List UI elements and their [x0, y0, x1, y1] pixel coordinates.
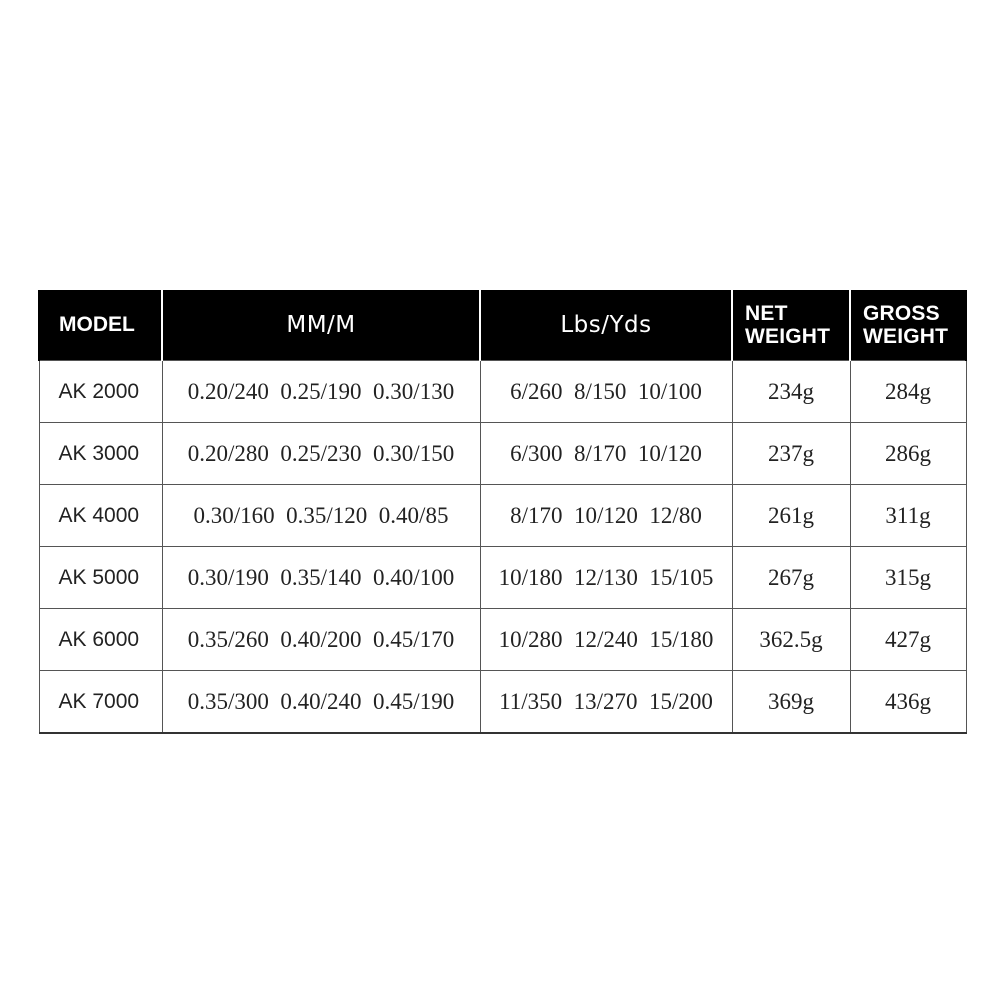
table-body	[39, 361, 966, 734]
cell-net-weight: 234g	[732, 361, 850, 423]
header-gross-weight	[850, 290, 966, 361]
cell-net-weight: 369g	[732, 671, 850, 734]
cell-mm-m: 0.20/240 0.25/190 0.30/130	[162, 361, 480, 423]
cell-net-weight: 237g	[732, 423, 850, 485]
header-gross-weight-line1: GROSS	[863, 302, 940, 325]
cell-mm-m: 0.35/300 0.40/240 0.45/190	[162, 671, 480, 734]
cell-net-weight: 261g	[732, 485, 850, 547]
cell-model: AK 7000	[39, 671, 162, 734]
cell-gross-weight: 427g	[850, 609, 966, 671]
table-row	[39, 671, 966, 734]
cell-lbs-yds: 10/180 12/130 15/105	[480, 547, 732, 609]
header-gross-weight-line2: WEIGHT	[863, 325, 949, 348]
cell-model: AK 5000	[39, 547, 162, 609]
cell-lbs-yds: 6/260 8/150 10/100	[480, 361, 732, 423]
table-row	[39, 547, 966, 609]
header-mm-m: MM/M	[162, 290, 480, 361]
cell-model: AK 2000	[39, 361, 162, 423]
header-row	[39, 290, 966, 361]
cell-lbs-yds: 8/170 10/120 12/80	[480, 485, 732, 547]
header-net-weight-line2: WEIGHT	[745, 325, 831, 348]
cell-net-weight: 362.5g	[732, 609, 850, 671]
table-row	[39, 423, 966, 485]
spec-table	[38, 290, 967, 734]
cell-gross-weight: 311g	[850, 485, 966, 547]
cell-lbs-yds: 10/280 12/240 15/180	[480, 609, 732, 671]
cell-mm-m: 0.20/280 0.25/230 0.30/150	[162, 423, 480, 485]
cell-mm-m: 0.30/160 0.35/120 0.40/85	[162, 485, 480, 547]
header-net-weight	[732, 290, 850, 361]
cell-model: AK 3000	[39, 423, 162, 485]
cell-mm-m: 0.30/190 0.35/140 0.40/100	[162, 547, 480, 609]
cell-gross-weight: 284g	[850, 361, 966, 423]
header-net-weight-line1: NET	[745, 302, 788, 325]
header-lbs-yds: Lbs/Yds	[480, 290, 732, 361]
cell-gross-weight: 315g	[850, 547, 966, 609]
table-row	[39, 609, 966, 671]
cell-model: AK 6000	[39, 609, 162, 671]
cell-gross-weight: 436g	[850, 671, 966, 734]
cell-gross-weight: 286g	[850, 423, 966, 485]
table-row	[39, 485, 966, 547]
cell-mm-m: 0.35/260 0.40/200 0.45/170	[162, 609, 480, 671]
cell-lbs-yds: 11/350 13/270 15/200	[480, 671, 732, 734]
header-model: MODEL	[39, 290, 162, 361]
table-header	[39, 290, 966, 361]
cell-net-weight: 267g	[732, 547, 850, 609]
table-row	[39, 361, 966, 423]
cell-lbs-yds: 6/300 8/170 10/120	[480, 423, 732, 485]
cell-model: AK 4000	[39, 485, 162, 547]
